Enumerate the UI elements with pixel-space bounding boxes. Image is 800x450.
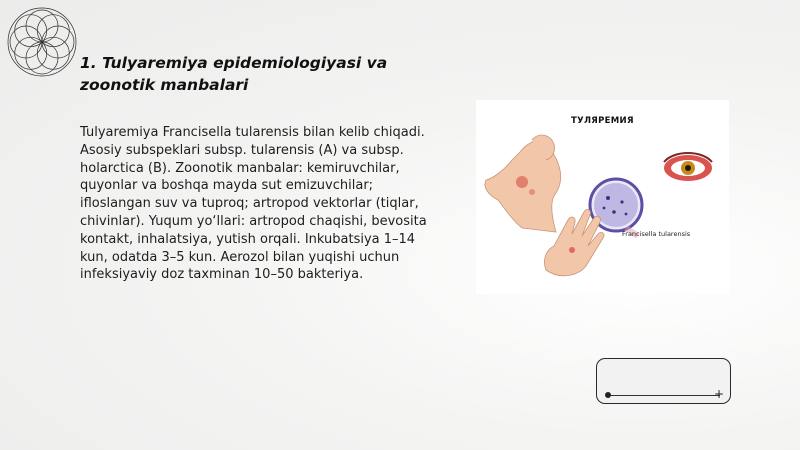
tularemia-illustration <box>476 100 729 294</box>
decorative-ring-icon <box>4 4 80 80</box>
media-player <box>596 358 731 404</box>
neck-lesion <box>516 176 528 188</box>
figure-caption: Francisella tularensis <box>622 230 691 238</box>
add-icon[interactable]: + <box>714 387 725 401</box>
eye-illustration <box>664 153 712 181</box>
slide-title: 1. Tulyaremiya epidemiologiyasi va zoonotik manbalari <box>80 54 388 94</box>
media-progress-handle[interactable] <box>605 392 611 398</box>
figure-title: ТУЛЯРЕМИЯ <box>571 116 634 126</box>
tularemia-illustration-graphic <box>476 100 729 294</box>
media-progress-track[interactable] <box>608 395 720 396</box>
slide-body-text: Tulyaremiya Francisella tularensis bilan kelib chiqadi. Asosiy subspeklari subsp. tularensis (A) va subsp. holarctica (B). Zoonotik manbalar: kemiruvchilar, quyonlar va boshqa mayda sut emizuvchilar; ifloslangan suv va tuproq; artropod vektorlar (tiqlar, chivinlar). Yuqum yo‘llari: artropod chaqishi, bevosita kontakt, inhalatsiya, yutish orqali. Inkubatsiya 1–14 kun, odatda 3–5 kun. Aerozol bilan yuqishi uchun infeksiyaviy doz taxminan 10–50 bakteriya. <box>80 125 427 283</box>
